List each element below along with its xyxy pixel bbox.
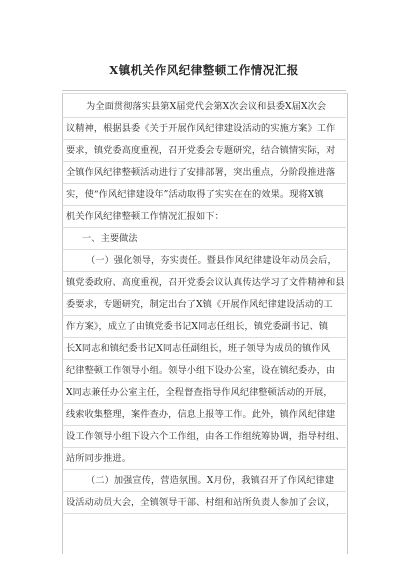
line-rule	[62, 161, 346, 162]
line-text: 纪律整顿工作领导小组。领导小组下设办公室，设在镇纪委办，由	[66, 365, 336, 376]
line-text: 议精神，根据县委《关于开展作风纪律建设活动的实施方案》工作	[66, 123, 336, 134]
line-rule	[62, 249, 346, 250]
line-rule	[62, 513, 346, 514]
document-title: X镇机关作风纪律整顿工作情况汇报	[109, 63, 299, 77]
line-rule	[62, 293, 346, 294]
line-text: （一）强化领导，夯实责任。暨县作风纪律建设年动员会后，	[86, 255, 337, 266]
paragraph-line	[62, 365, 346, 377]
paragraph-line	[62, 123, 346, 135]
paragraph-line	[62, 453, 346, 465]
paragraph-line	[62, 145, 346, 157]
top-rule	[62, 90, 346, 91]
line-text: 实，使“作风纪律建设年”活动取得了实实在在的效果。现将X镇	[66, 189, 324, 200]
line-rule	[62, 425, 346, 426]
line-text: 全镇作风纪律整顿活动进行了安排部署，突出重点，分阶段推进落	[66, 167, 336, 178]
paragraph-line	[62, 475, 346, 487]
line-rule	[62, 183, 346, 184]
line-rule	[62, 315, 346, 316]
line-text: 机关作风纪律整顿工作情况汇报如下：	[66, 211, 224, 222]
line-text: 镇党委政府、高度重视，召开党委会议认真传达学习了文件精神和县	[66, 277, 345, 288]
line-text: X同志兼任办公室主任，全程督查指导作风纪律整顿活动的开展，	[66, 387, 333, 398]
line-rule	[62, 227, 346, 228]
paragraph-line	[62, 299, 346, 311]
line-text: 作方案》，成立了由镇党委书记X同志任组长，镇党委副书记、镇	[66, 321, 329, 332]
paragraph-line	[62, 189, 346, 201]
line-rule	[62, 337, 346, 338]
line-text: 线索收集整理，案件查办，信息上报等工作。此外，镇作风纪律建	[66, 409, 336, 420]
line-text: 长X同志和镇纪委书记X同志任副组长，班子领导为成员的镇作风	[66, 343, 331, 354]
line-rule	[62, 469, 346, 470]
line-text: 要求，镇党委高度重视，召开党委会专题研究，结合镇情实际，对	[66, 145, 336, 156]
paragraph-line	[62, 255, 346, 267]
line-rule	[62, 491, 346, 492]
paragraph-line	[62, 277, 346, 289]
paragraph-line	[62, 167, 346, 179]
paragraph-line	[62, 387, 346, 399]
line-rule	[62, 359, 346, 360]
line-rule	[62, 271, 346, 272]
line-rule	[62, 447, 346, 448]
section-heading	[62, 233, 346, 245]
paragraph-line	[62, 211, 346, 223]
paragraph-line	[62, 101, 346, 113]
line-text: 站所同步推进。	[66, 453, 132, 464]
paragraph-line	[62, 343, 346, 355]
line-text: 设活动动员大会，全镇领导干部、村组和站所负责人参加了会议，	[66, 497, 336, 508]
line-text: 一、主要做法	[82, 233, 138, 244]
paragraph-line	[62, 409, 346, 421]
line-text: 为全面贯彻落实县第X届党代会第X次会议和县委X届X次会	[86, 101, 327, 112]
line-rule	[62, 205, 346, 206]
line-text: （二）加强宣传，营造氛围。X月份，我镇召开了作风纪律建	[86, 475, 335, 486]
line-rule	[62, 117, 346, 118]
line-rule	[62, 403, 346, 404]
line-rule	[62, 381, 346, 382]
line-text: 委要求，专题研究，制定出台了X镇《开展作风纪律建设活动的工	[66, 299, 333, 310]
line-rule	[62, 139, 346, 140]
paragraph-line	[62, 497, 346, 509]
line-text: 设工作领导小组下设六个工作组，由各工作组统筹协调，指导村组、	[66, 431, 345, 442]
paragraph-line	[62, 431, 346, 443]
paragraph-line	[62, 321, 346, 333]
